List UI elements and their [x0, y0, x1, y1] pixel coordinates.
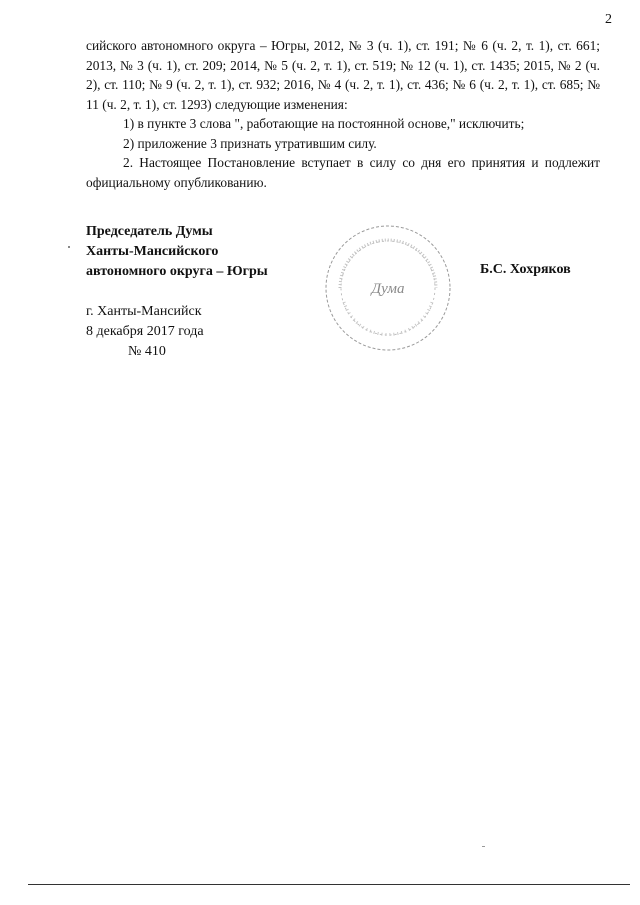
- stamp-center-text: Дума: [371, 281, 405, 297]
- scan-speck: [68, 246, 70, 248]
- continued-paragraph: сийского автономного округа – Югры, 2012, № 3 (ч. 1), ст. 191; № 6 (ч. 2, т. 1), ст. 661; 2013, № 3 (ч. 1), ст. 209; 2014, № 5 (ч. 2, т. 1), ст. 519; № 12 (ч. 1), ст. 1435; 2015, № 2 (ч. 2), ст. 110; № 9 (ч. 2, т. 1), ст. 932; 2016, № 4 (ч. 2, т. 1), ст. 436; № 6 (ч. 2, т. 1), ст. 685; № 11 (ч. 2, т. 1), ст. 1293) следующие изменения:: [86, 38, 600, 112]
- amendment-item-1: 1) в пункте 3 слова ", работающие на постоянной основе," исключить;: [123, 116, 525, 131]
- document-date: 8 декабря 2017 года: [86, 324, 204, 339]
- document-body: [86, 36, 600, 192]
- effective-date-paragraph: 2. Настоящее Постановление вступает в силу со дня его принятия и подлежит официальному опубликованию.: [86, 155, 600, 190]
- page-bottom-rule: [28, 884, 630, 885]
- signatory-name: Б.С. Хохряков: [480, 262, 571, 277]
- official-seal-stamp: [318, 218, 458, 358]
- city: г. Ханты-Мансийск: [86, 304, 202, 319]
- place-and-date-block: [86, 302, 204, 362]
- amendment-item-2: 2) приложение 3 признать утратившим силу.: [123, 135, 377, 151]
- page-number: 2: [605, 12, 612, 27]
- signatory-title-line-3: автономного округа – Югры: [86, 264, 268, 279]
- scan-speck: [482, 846, 485, 847]
- signatory-title-line-2: Ханты-Мансийского: [86, 244, 219, 259]
- signatory-title: [86, 222, 268, 282]
- signatory-title-line-1: Председатель Думы: [86, 224, 213, 239]
- document-number: № 410: [128, 344, 166, 359]
